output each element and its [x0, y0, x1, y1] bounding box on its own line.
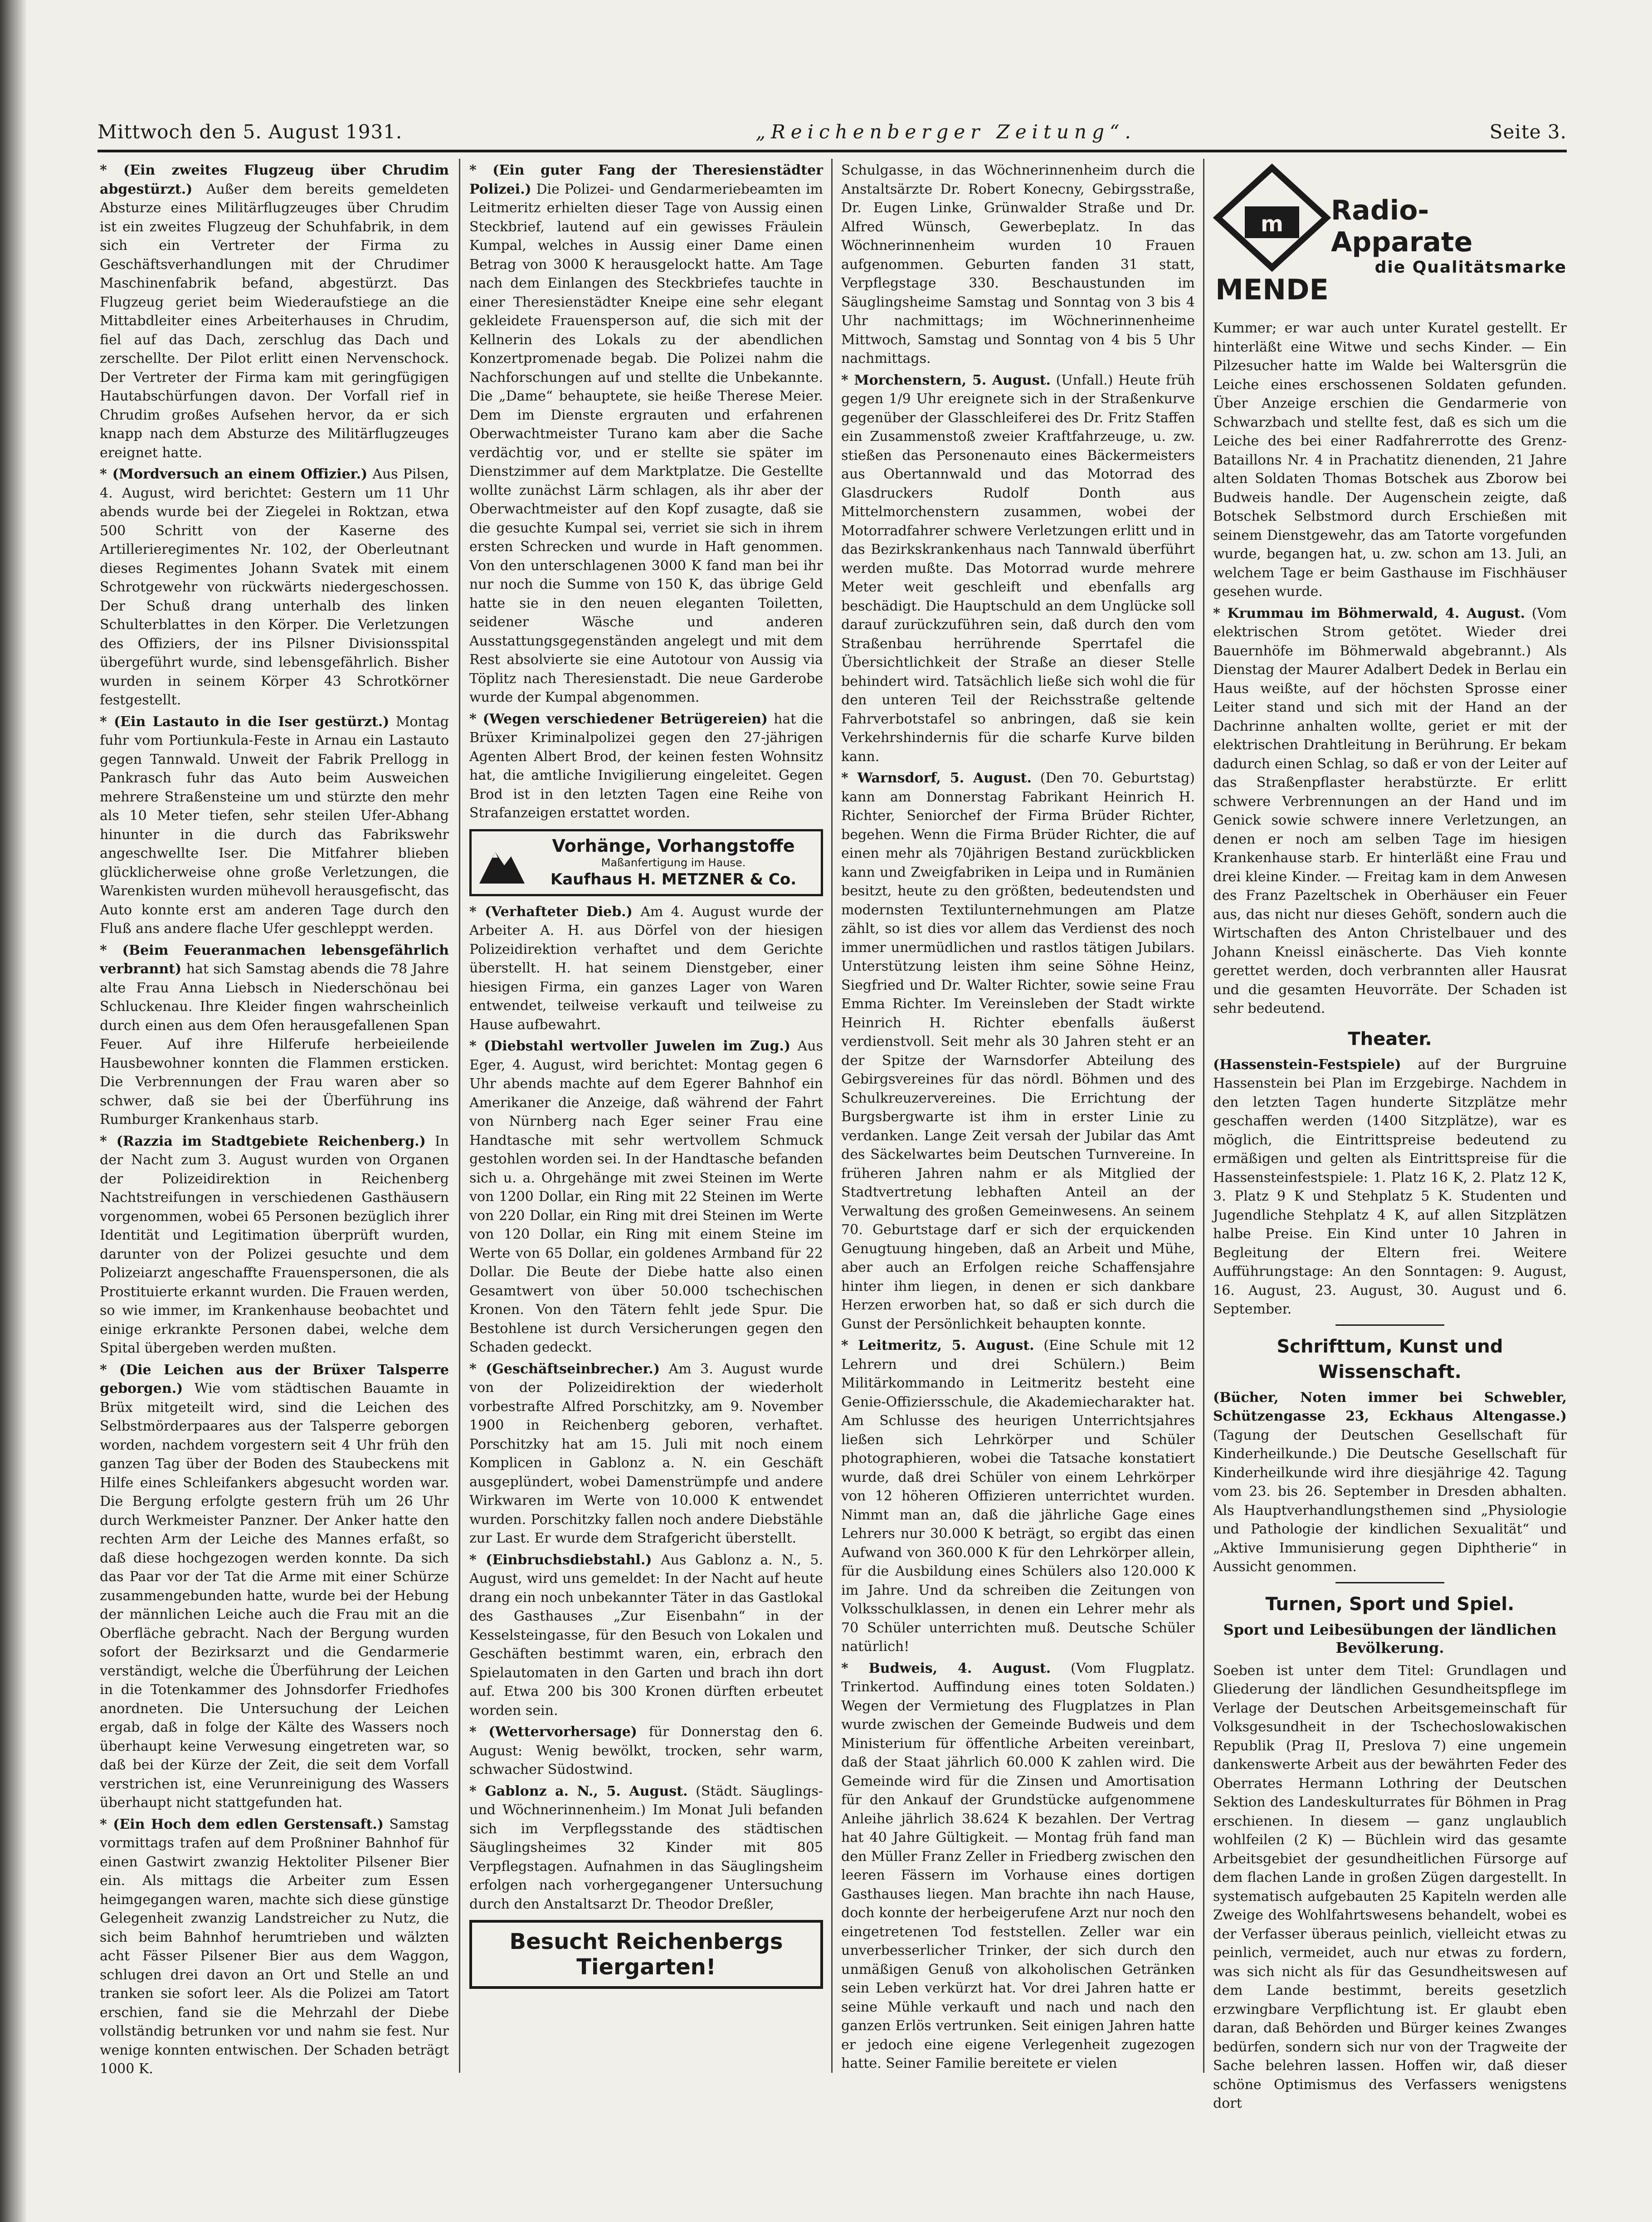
ad-metzner-company: Kaufhaus H. METZNER & Co.	[550, 870, 797, 889]
article-headline: * (Die Leichen aus der Brüxer Talsperre geborgen.)	[100, 1362, 449, 1397]
article-paragraph	[100, 1361, 449, 1812]
article-text: (Städt. Säuglings- und Wöchnerinnenheim.) Im Monat Juli befanden sich im Verpflegsstande des städtischen Säuglingsheimes 32 Kinder mit 805 Verpflegstagen. Aufnahmen in das Säuglingsheim erfolgen nach vorhergegangener Untersuchung durch den Anstaltsarzt Dr. Theodor Dreßler,	[469, 1783, 824, 1912]
article-headline: (Hassenstein-Festspiele)	[1213, 1056, 1401, 1073]
ad-mende	[1213, 161, 1567, 311]
article-headline: * (Ein Lastauto in die Iser gestürzt.)	[100, 713, 390, 730]
article-text: Kummer; er war auch unter Kuratel gestellt. Er hinterläßt eine Witwe und sechs Kinder. — Ein Pilzesucher hatte im Walde bei Waltersgrün die Leiche eines erschossenen Soldaten gefunden. Über Anzeige erschien die Gendarmerie von Schwarzbach und stellte fest, daß es sich um die Leiche des bei einer Radfahrerrotte des Grenz-Bataillons Nr. 4 in Prachatitz dienenden, 21 Jahre alten Soldaten Thomas Botschek aus Zborow bei Budweis handle. Der Augenschein zeigte, daß Botschek Selbstmord durch Erschießen mit seinem Dienstgewehr, das am Tatorte vorgefunden wurde, begangen hat, u. zw. schon am 13. Juli, an welchem Tage er beim Gasthause im Fischhäuser gesehen wurde.	[1213, 320, 1567, 600]
article-text: hat sich Samstag abends die 78 Jahre alte Frau Anna Liebsch in Niederschönau bei Schluckenau. Ihre Kleider fingen wahrscheinlich durch einen aus dem Ofen herausgefallenen Span Feuer. Auf ihre Hilferufe herbeieilende Hausbewohner konnten die Flammen ersticken. Die Verbrennungen der Frau waren aber so schwer, daß sie bei der Überführung ins Rumburger Krankenhaus starb.	[100, 961, 449, 1128]
article-text: (Vom Flugplatz. Trinkertod. Auffindung eines toten Soldaten.) Wegen der Vermietung des Flugplatzes in Plan wurde zwischen der Gemeinde Budweis und dem Ministerium für öffentliche Arbeiten vereinbart, daß der Staat jährlich 60.000 K zahlen wird. Die Gemeinde wird für die Zinsen und Amortisation für den Ankauf der Grundstücke aufgenommene Anleihe jährlich 38.624 K bezahlen. Der Vertrag hat 40 Jahre Gültigkeit. — Montag früh fand man den Müller Franz Zeller in Friedberg zwischen den leeren Fässern im Vorhause eines dortigen Gasthauses liegen. Man brachte ihn nach Hause, doch konnte der herbeigerufene Arzt nur noch den eingetretenen Tod feststellen. Zeller war ein unverbesserlicher Trinker, der sich durch den unmäßigen Genuß von alkoholischen Getränken sein Leben verkürzt hat. Vor drei Jahren hatte er seine Mühle verkauft und nach und nach den ganzen Erlös vertrunken. Seit einigen Jahren hatte er jedoch eine eigene Verlegenheit zugezogen hatte. Seiner Familie bereitete er vielen	[841, 1660, 1195, 2071]
article-text: In der Nacht zum 3. August wurden von Organen der Polizeidirektion in Reichenberg Nachtstreifungen in verschiedenen Gasthäusern vorgenommen, wobei 65 Personen bezüglich ihrer Identität und Legitimation überprüft wurden, darunter von der Polizei gesuchte und dem Polizeiarzt angeschaffte Frauenspersonen, die als Prostituierte erkannt wurden. Die Frauen werden, so wie immer, im Krankenhause beobachtet und einige erkrankte Personen dabei, welche dem Spital übergeben werden mußten.	[100, 1133, 449, 1356]
mountain-logo-icon	[477, 836, 527, 886]
article-paragraph	[100, 1132, 449, 1358]
column-4-schrifttum-article	[1213, 1388, 1567, 1577]
article-headline: * (Wettervorhersage)	[469, 1724, 637, 1740]
section-theater: Theater.	[1348, 1028, 1432, 1050]
column-1	[100, 161, 449, 2077]
article-paragraph	[469, 1360, 823, 1548]
article-text: hat die Brüxer Kriminalpolizei gegen den 27-jährigen Agenten Albert Brod, der keinen festen Wohnsitz hat, die amtliche Invigilierung eingeleitet. Gegen Brod ist in den letzten Tagen eine Reihe von Strafanzeigen erstattet worden.	[469, 711, 823, 821]
article-paragraph	[100, 1815, 449, 2079]
article-paragraph	[1213, 1055, 1567, 1319]
article-text: (Den 70. Geburtstag) kann am Donnerstag Fabrikant Heinrich H. Richter, Seniorchef der Firma Brüder Richter, begehen. Wenn die Firma Brüder Richter, die auf einen mehr als 70jährigen Bestand zurückblicken kann und Zweigfabriken in Leipa und in Rumänien besitzt, heute zu den größten, bedeutendsten und modernsten Textilunternehmungen am Platze zählt, so ist dies vor allem das Verdienst des noch immer unermüdlichen und rastlos tätigen Jubilars. Unterstützung leisten ihm seine Söhne Heinz, Siegfried und Dr. Walter Richter, sowie seine Frau Emma Richter. Im Vereinsleben der Stadt wirkte Heinrich H. Richter ebenfalls äußerst verdienstvoll. Seit mehr als 30 Jahren steht er an der Spitze der Warnsdorfer Abteilung des Gebirgsvereines für das nördl. Böhmen und des Schulkreuzervereines. Die Errichtung der Burgsbergwarte ist ihm in erster Linie zu verdanken. Lange Zeit versah der Jubilar das Amt des Säckelwartes beim Deutschen Turnvereine. In früheren Jahren nahm er als Mitglied der Stadtvertretung lebhaften Anteil an der Verwaltung des großen Gemeinwesens. An seinem 70. Geburtstage darf er sich der erquickenden Genugtuung hingeben, daß an Arbeit und Mühe, aber auch an Erfolgen reiche Schaffensjahre hinter ihm liegen, in denen er sich dankbare Herzen erworben hat, so daß er sich durch die Gunst der Persönlichkeit behaupten konnte.	[841, 770, 1195, 1332]
article-headline: * (Mordversuch an einem Offizier.)	[100, 466, 368, 482]
article-headline: * (Wegen verschiedener Betrügereien)	[469, 711, 768, 727]
ad-metzner-title: Vorhänge, Vorhangstoffe	[552, 835, 795, 856]
article-headline: * (Einbruchsdiebstahl.)	[469, 1552, 652, 1568]
article-headline: * Warnsdorf, 5. August.	[841, 770, 1032, 786]
column-divider	[831, 159, 833, 2073]
article-text: Die Polizei- und Gendarmeriebeamten im Leitmeritz erhielten dieser Tage von Aussig einen Steckbrief, lautend auf ein gewisses Fräulein Kumpal, welches in Aussig einer Dame einen Betrag von 3000 K herausgelockt hatte. Am Tage nach dem Einlangen des Steckbriefes tauchte in einer Theresienstädter Kneipe eine sehr elegant gekleidete Frauensperson auf, die sich mit der Kellnerin des Lokals zu der abendlichen Konzertpromenade begab. Die Polizei nahm die Nachforschungen auf und stellte die Unbekannte. Die „Dame“ behauptete, sie heiße Therese Meier. Dem im Dienste ergrauten und erfahrenen Oberwachtmeister Turano kam aber die Sache verdächtig vor, und er stellte sie später im Dienstzimmer auf dem Marktplatze. Die Gestellte wollte zunächst Lärm schlagen, als ihr aber der Oberwachtmeister auf den Kopf zusagte, daß sie die gesuchte Kumpal sei, verriet sie sich in ihrem ersten Schrecken und wurde in Haft genommen. Von den unterschlagenen 3000 K fand man bei ihr nur noch die Summe von 150 K, das übrige Geld hatte sie in den neuen eleganten Toiletten, seidener Wäsche und anderen Ausstattungsgegenständen angelegt und mit dem Rest absolvierte sie eine Autotour von Aussig via Töplitz nach Theresienstadt. Die neue Garderobe wurde der Kumpal abgenommen.	[469, 181, 823, 705]
column-2	[469, 161, 823, 2066]
article-text: Außer dem bereits gemeldeten Absturze eines Militärflugzeuges über Chrudim ist ein zweites Flugzeug der Schuhfabrik, in dem sich ein Vertreter der Firma zu Geschäftsverhandlungen mit der Chrudimer Maschinenfabrik befand, abgestürzt. Das Flugzeug geriet beim Wiederaufstiege an die Mittabdleiter eines Arbeiterhauses in Chrudim, fiel auf das Dach, zerschlug das Dach und zerschellte. Der Pilot erlitt einen Nervenschock. Der Vertreter der Firma kam mit geringfügigen Hautabschürfungen davon. Der Vorfall rief in Chrudim großes Aufsehen hervor, da er sich knapp nach dem Absturze des Militärflugzeuges ereignet hatte.	[100, 181, 449, 461]
article-text: Soeben ist unter dem Titel: Grundlagen und Gliederung der ländlichen Gesundheitspflege im Verlage der Deutschen Arbeitsgemeinschaft für Volksgesundheit in der Tschechoslowakischen Republik (Prag II, Preslova 7) eine ungemein dankenswerte Arbeit aus der bewährten Feder des Oberrates Hermann Lothring der Deutschen Sektion des Landeskulturrates für Böhmen in Prag erschienen. In diesem — ganz unglaublich wohlfeilen (2 K) — Büchlein wird das gesamte Arbeitsgebiet der gesundheitlichen Fürsorge auf dem flachen Lande in großen Zügen dargestellt. In systematisch aufgebauten 25 Kapiteln werden alle Zweige des Wohlfahrtswesens behandelt, wobei es der Verfasser überaus peinlich, vielleicht etwas zu peinlich, vermeidet, auch nur etwas zu fordern, was sich nicht als für das Gesundheitswesen auf dem Lande bestimmt, bereits gesetzlich erzwingbare Verpflichtung ist. Er glaubt eben daran, daß Behörden und Bürger keines Zwanges bedürfen, sondern sich nur von der Tragweite der Sache belehren lassen. Hoffen wir, daß dieser schöne Optimismus des Verfassers wenigstens dort	[1213, 1662, 1567, 2111]
article-paragraph	[100, 465, 449, 710]
article-text: Schulgasse, in das Wöchnerinnenheim durch die Anstaltsärzte Dr. Robert Konecny, Gebirgsstraße, Dr. Eugen Linke, Grünwalder Straße und Dr. Alfred Wünsch, Gewerbeplatz. In das Wöchnerinnenheim wurden 10 Frauen aufgenommen. Geburten fanden 31 statt, Verpflegstage 330. Beschaustunden im Säuglingsheime Samstag und Sonntag von 3 bis 4 Uhr nachmittags; im Wöchnerinnenheime Mittwoch, Samstag und Sonntag von 4 bis 5 Uhr nachmittags.	[841, 162, 1195, 366]
article-text: Am 3. August wurde von der Polizeidirektion der wiederholt vorbestrafte Alfred Porschitzky, am 9. November 1900 in Reichenberg geboren, verhaftet. Porschitzky hat am 15. Juli mit noch einem Komplicen in Gablonz a. N. ein Geschäft ausgeplündert, wobei Damenstrümpfe und andere Wirkwaren im Werte von 10.000 K entwendet wurden. Porschitzky fallen noch andere Diebstähle zur Last. Er wurde dem Strafgericht überstellt.	[469, 1361, 823, 1546]
article-headline: * Leitmeritz, 5. August.	[841, 1338, 1034, 1353]
header-rule	[97, 150, 1567, 152]
article-text: (Unfall.) Heute früh gegen 1/9 Uhr ereignete sich in der Straßenkurve gegenüber der Glasschleiferei des Dr. Fritz Staffen ein Zusammenstoß zweier Kraftfahrzeuge, u. zw. stießen das Personenauto eines Bäckermeisters aus Obertannwald und das Motorrad des Glasdruckers Rudolf Donth aus Mittelmorchenstern zusammen, wobei der Motorradfahrer schwere Verletzungen erlitt und in das Bezirkskrankenhaus nach Tannwald überführt werden mußte. Das Motorrad wurde mehrere Meter weit geschleift und ebenfalls arg beschädigt. Die Hauptschuld an dem Unglücke soll darauf zurückzuführen sein, daß durch den vom Straßenbau herrührende Sperrtafel die Übersichtlichkeit der Straße an dieser Stelle behindert wird. Tatsächlich ließe sich wohl die für den unteren Teil der Reichsstraße geltende Fahrverbotstafel so anbringen, daß sie kein Verkehrshindernis für die scharfe Kurve bilden kann.	[841, 372, 1195, 765]
page-header	[97, 116, 1567, 147]
article-text: Wie vom städtischen Bauamte in Brüx mitgeteilt wird, sind die Leichen des Selbstmörderpaares aus der Talsperre geborgen worden, nachdem vorgestern seit 4 Uhr früh den ganzen Tag über der Boden des Staubeckens mit Hilfe eines Schleifankers abgesucht worden war. Die Bergung erfolgte gestern früh um 26 Uhr durch Werkmeister Panzner. Der Anker hatte den rechten Arm der Leiche des Mannes erfaßt, so daß diese hochgezogen werden konnte. Da sich das Paar vor der Tat die Arme mit einer Schürze zusammengebunden hatte, wurde bei der Hebung der männlichen Leiche auch die Frau mit an die Oberfläche gebracht. Nach der Bergung wurden sofort der Bezirksarzt und die Gendarmerie verständigt, welche die Überführung der Leichen in die Totenkammer des Johnsdorfer Friedhofes anordneten. Die Untersuchung der Leichen ergab, daß in folge der Kälte des Wassers noch überhaupt keine Verwesung eingetreten war, so daß bei der Kürze der Zeit, die seit dem Vorfall verstrichen ist, eine Verunreinigung des Wassers überhaupt nicht stattgefunden hat.	[100, 1381, 449, 1811]
article-paragraph	[841, 769, 1195, 1333]
article-text: (Eine Schule mit 12 Lehrern und drei Schülern.) Beim Militärkommando in Leitmeritz besteht eine Genie-Offiziersschule, die Akademiecharakter hat. Am Schlusse des heurigen Unterrichtsjahres ließen sich Lehrkörper und Schüler photographieren, wobei die Tatsache konstatiert wurde, daß drei Schüler von einem Lehrkörper von 12 höheren Offizieren unterrichtet wurden. Nimmt man an, daß die jährliche Gage eines Lehrers nur 30.000 K beträgt, so ergibt das einen Aufwand von 360.000 K für den Lehrkörper allein, für die Ausbildung eines Schülers also 120.000 K im Jahre. Und da schreiben die Zeitungen von Volksschulklassen, in denen ein Lehrer mehr als 70 Schüler unterrichten muß. Deutsche Schüler natürlich!	[841, 1338, 1195, 1655]
column-divider	[459, 159, 460, 2073]
ad-metzner	[469, 829, 823, 896]
article-headline: * (Ein zweites Flugzeug über Chrudim abgestürzt.)	[100, 162, 449, 197]
article-text: für Donnerstag den 6. August: Wenig bewölkt, trocken, sehr warm, schwacher Südostwind.	[469, 1724, 823, 1778]
article-paragraph	[469, 1037, 823, 1357]
ad-tiergarten: Besucht Reichenbergs Tiergarten!	[469, 1920, 823, 1989]
article-paragraph	[469, 1782, 823, 1914]
ad-mende-title: Radio-Apparate	[1331, 195, 1473, 259]
article-paragraph	[1213, 319, 1567, 601]
article-headline: * (Razzia im Stadtgebiete Reichenberg.)	[100, 1133, 426, 1149]
article-text: Samstag vormittags trafen auf dem Proßniner Bahnhof für einen Gastwirt zwanzig Hektoliter Pilsener Bier ein. Als mittags die Arbeiter zum Essen heimgegangen waren, machte sich diese günstige Gelegenheit zwanzig Landstreicher zu Nutz, die sich beim Bahnhof herumtrieben und wälzten acht Fässer Pilsener Bier aus dem Waggon, schlugen drei davon an Ort und Stelle an und tranken sie sofort leer. Als die Polizei am Tatort erschien, fand sie die Mehrzahl der Diebe vollständig betrunken vor und nahm sie fest. Nur wenige konnten entwischen. Der Schaden beträgt 1000 K.	[100, 1816, 449, 2077]
article-headline: * Morchenstern, 5. August.	[841, 372, 1051, 388]
article-paragraph	[469, 903, 823, 1035]
article-paragraph	[469, 1723, 823, 1779]
ad-mende-tagline: die Qualitätsmarke	[1374, 258, 1567, 277]
section-divider	[1335, 1324, 1444, 1326]
article-headline: * Budweis, 4. August.	[841, 1660, 1051, 1676]
header-paper-title: „Reichenberger Zeitung“.	[755, 120, 1136, 143]
header-date: Mittwoch den 5. August 1931.	[97, 120, 403, 143]
column-4	[1213, 161, 1567, 2111]
article-paragraph	[841, 371, 1195, 767]
ad-metzner-subtitle: Maßanfertigung im Hause.	[601, 856, 746, 869]
article-paragraph	[841, 1336, 1195, 1656]
article-headline: * Krummau im Böhmerwald, 4. August.	[1213, 605, 1525, 621]
svg-text:m: m	[1260, 211, 1284, 237]
article-paragraph	[100, 941, 449, 1129]
article-headline: * (Beim Feueranmachen lebensgefährlich verbrannt)	[100, 942, 449, 977]
article-paragraph	[100, 713, 449, 938]
mende-logo-icon	[1213, 163, 1331, 308]
article-headline: * (Verhafteter Dieb.)	[469, 903, 633, 920]
article-paragraph	[841, 161, 1195, 368]
article-text: Am 4. August wurde der Arbeiter A. H. aus Dörfel von der hiesigen Polizeidirektion verhaftet und dem Gerichte überstellt. H. hat seinem Dienstgeber, einer hiesigen Firma, ein ganzes Lager von Waren entwendet, teilweise verkauft und teilweise zu Hause aufbewahrt.	[469, 903, 823, 1033]
article-text: Aus Pilsen, 4. August, wird berichtet: Gestern um 11 Uhr abends wurde bei der Ziegelei in Roktzan, etwa 500 Schritt von der Kaserne des Artillerieregimentes Nr. 102, der Oberleutnant dieses Regimentes Johann Svatek mit einem Schrotgewehr von rückwärts niedergeschossen. Der Schuß drang unterhalb des linken Schulterblattes in den Körper. Die Verletzungen des Offiziers, der ins Pilsner Divisionsspital übergeführt wurde, sind lebensgefährlich. Bisher wurden in seinem Körper 43 Schrotkörner festgestellt.	[100, 466, 449, 708]
article-headline: * (Diebstahl wertvoller Juwelen im Zug.)	[469, 1038, 791, 1054]
article-text: Montag fuhr vom Portiunkula-Feste in Arnau ein Lastauto gegen Tannwald. Unweit der Fabrik Prellogg in Pankrasch fuhr das Auto beim Ausweichen mehrere Straßensteine um und stürzte den mehr als 10 Meter tiefen, sehr steilen Ufer-Abhang hinunter in die durch das Fabrikswehr angeschwellte Iser. Die Mitfahrer blieben glücklicherweise ohne große Verletzungen, die Warenkisten wurden mühevoll herausgefischt, das Auto konnte erst am anderen Tage durch den Fluß ans andere flache Ufer geschleppt werden.	[100, 713, 449, 937]
article-paragraph	[1213, 1388, 1567, 1577]
article-paragraph	[1213, 604, 1567, 1018]
article-headline: (Bücher, Noten immer bei Schwebler, Schützengasse 23, Eckhaus Altengasse.)	[1213, 1389, 1567, 1424]
article-text: (Tagung der Deutschen Gesellschaft für Kinderheilkunde.) Die Deutsche Gesellschaft für Kinderheilkunde wird ihre diesjährige 42. Tagung vom 23. bis 26. September in Dresden abhalten. Als Hauptverhandlungsthemen sind „Physiologie und Pathologie der kindlichen Sexualität“ und „Aktive Immunisierung gegen Diphtherie“ in Aussicht genommen.	[1213, 1427, 1567, 1575]
article-headline: * (Ein guter Fang der Theresienstädter Polizei.)	[469, 162, 823, 197]
article-headline: * (Ein Hoch dem edlen Gerstensaft.)	[100, 1816, 384, 1832]
header-page-number: Seite 3.	[1489, 120, 1567, 143]
column-3	[841, 161, 1195, 2071]
column-2-articles-bottom	[469, 903, 823, 1914]
section-turnen-subtitle: Sport und Leibesübungen der ländlichen Bevölkerung.	[1223, 1621, 1557, 1656]
scan-edge	[0, 0, 27, 2222]
article-paragraph	[469, 1551, 823, 1720]
article-text: auf der Burgruine Hassenstein bei Plan im Erzgebirge. Nachdem in den letzten Tagen hunderte Sitzplätze mehr geschaffen werden (1400 Sitzplätze), war es möglich, die Eintrittspreise bedeutend zu ermäßigen und gelten als Eintrittspreise für die Hassensteinfestspiele: 1. Platz 16 K, 2. Platz 12 K, 3. Platz 9 K und Stehplatz 5 K. Studenten und Jugendliche Stehplatz 4 K, auf allen Sitzplätzen halbe Preise. Ein Kind unter 10 Jahren in Begleitung der Eltern frei. Weitere Aufführungstage: An den Sonntagen: 9. August, 16. August, 23. August, 30. August und 6. September.	[1213, 1056, 1567, 1317]
column-divider	[1203, 159, 1204, 2073]
article-paragraph	[841, 1659, 1195, 2073]
column-4-theater-article	[1213, 1055, 1567, 1319]
svg-text:MENDE: MENDE	[1215, 273, 1329, 306]
article-headline: * (Geschäftseinbrecher.)	[469, 1361, 660, 1377]
article-text: Aus Gablonz a. N., 5. August, wird uns gemeldet: In der Nacht auf heute drang ein noch unbekannter Täter in das Gastlokal des Gasthauses „Zur Eisenbahn“ in der Kesselsteingasse, für den Besuch von Lokalen und Geschäften bestimmt waren, ein, erbrach den Spielautomaten in den Garten und brach ihn dort auf. Etwa 200 bis 300 Kronen dürften erbeutet worden sein.	[469, 1552, 823, 1719]
article-headline: * Gablonz a. N., 5. August.	[469, 1783, 688, 1799]
column-2-articles-top	[469, 161, 823, 823]
article-paragraph	[469, 161, 823, 707]
article-paragraph	[1213, 1661, 1567, 2113]
section-turnen: Turnen, Sport und Spiel.	[1265, 1593, 1515, 1615]
article-text: (Vom elektrischen Strom getötet. Wieder drei Bauernhöfe im Böhmerwald abgebrannt.) Als Dienstag der Maurer Adalbert Dedek in Berlau ein Haus weißte, auf der höchsten Sprosse einer Leiter stand und sich mit der Hand an der Dachrinne anhalten wollte, geriet er mit der elektrischen Drahtleitung in Berührung. Er bekam dadurch einen Schlag, so daß er von der Leiter auf das Straßenpflaster herabstürzte. Er erlitt schwere Verbrennungen an der Hand und im Genick sowie schwere innere Verletzungen, an denen er noch am selben Tage im hiesigen Krankenhause starb. Er hinterläßt eine Frau und drei kleine Kinder. — Freitag kam in dem Anwesen des Franz Pazeltschek in Oberhäuser ein Feuer aus, das nicht nur dieses Gehöft, sondern auch die Wirtschaften des Anton Christelbauer und des Johann Kneissl einäscherte. Das Vieh konnte gerettet werden, doch verbrannten aller Hausrat und die gesamten Heuvorräte. Der Schaden ist sehr bedeutend.	[1213, 605, 1567, 1016]
section-divider	[1335, 1582, 1444, 1583]
article-paragraph	[100, 161, 449, 462]
article-text: Aus Eger, 4. August, wird berichtet: Montag gegen 6 Uhr abends machte auf dem Egerer Bahnhof ein Amerikaner die Anzeige, daß während der Fahrt von Nürnberg nach Eger seiner Frau eine Handtasche mit sehr wertvollem Schmuck gestohlen worden sei. In der Handtasche befanden sich u. a. Ohrgehänge mit zwei Steinen im Werte von 1200 Dollar, ein Ring mit 22 Steinen im Werte von 220 Dollar, ein Ring mit drei Steinen im Werte von 120 Dollar, ein Ring mit einem Steine im Werte von 65 Dollar, ein goldenes Armband für 22 Dollar. Die Beute der Diebe hatte also einen Gesamtwert von über 50.000 tschechischen Kronen. Von den Tätern fehlt jede Spur. Die Bestohlene ist durch Versicherungen gegen den Schaden gedeckt.	[469, 1038, 823, 1355]
section-schrifttum: Schrifttum, Kunst und Wissenschaft.	[1277, 1336, 1503, 1382]
column-4-articles-top	[1213, 319, 1567, 1018]
article-paragraph	[469, 710, 823, 823]
column-4-turnen-article	[1213, 1661, 1567, 2113]
